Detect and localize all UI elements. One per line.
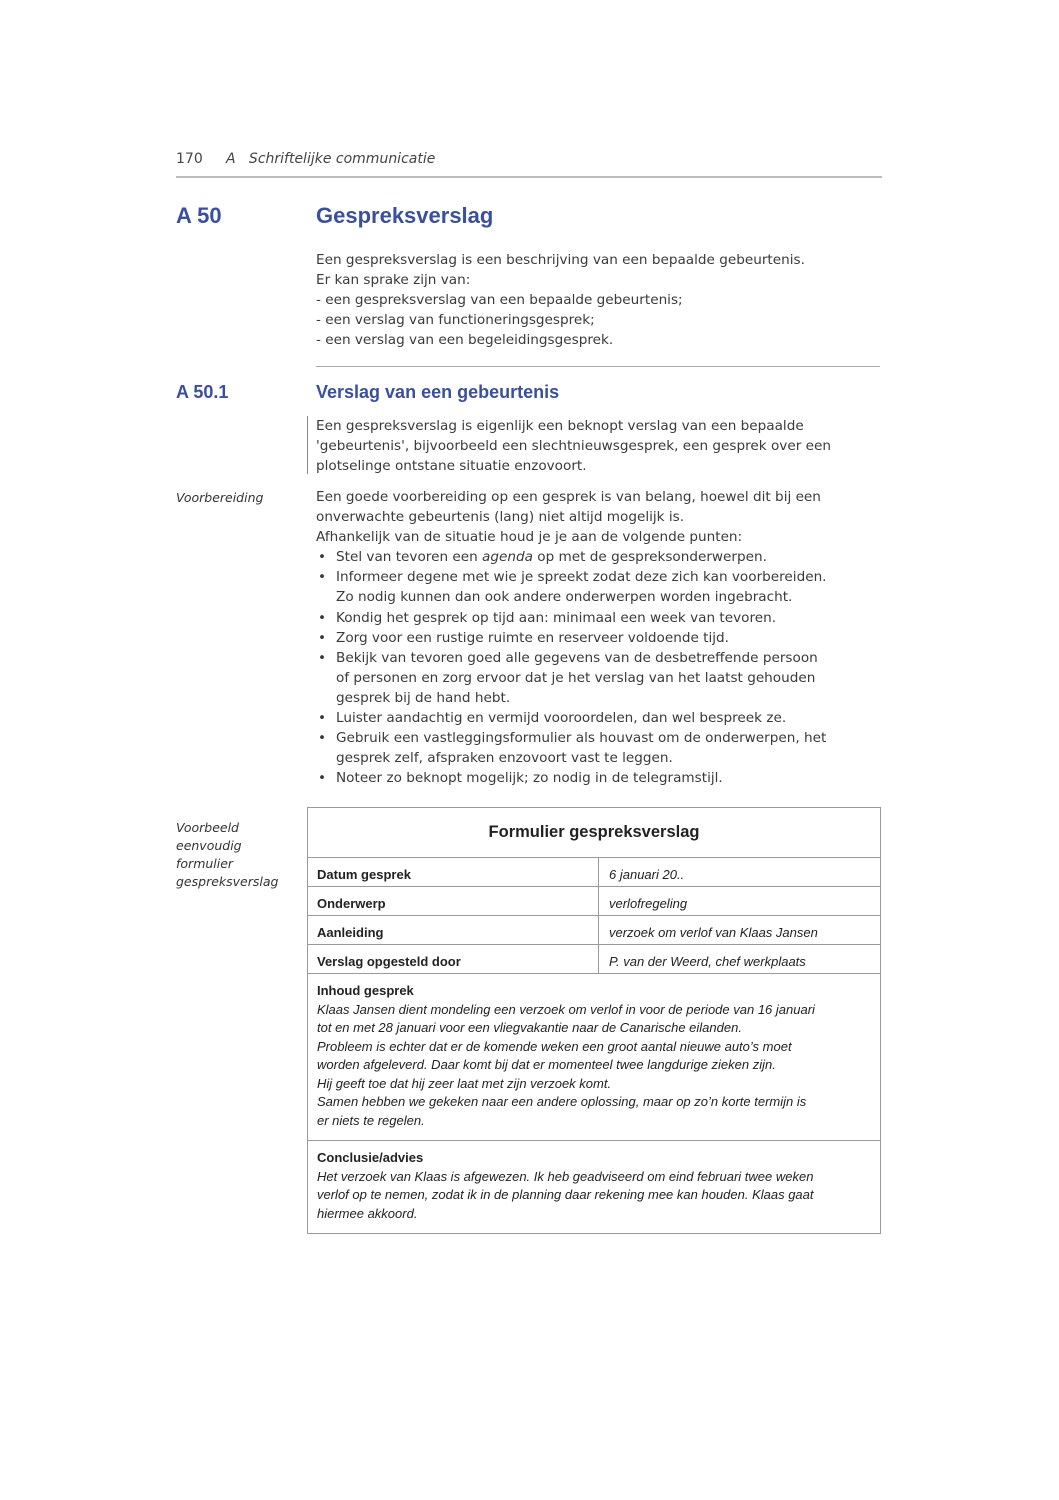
chapter-title: A Schriftelijke communicatie	[226, 151, 436, 167]
bullet-line: • Gebruik een vastleggingsformulier als houvast om de onderwerpen, het	[336, 730, 827, 747]
inhoud-line: tot en met 28 januari voor een vliegvakantie naar de Canarische eilanden.	[317, 1020, 742, 1035]
bullet-line: • Kondig het gesprek op tijd aan: minimaal een week van tevoren.	[336, 609, 777, 626]
form-row-value: P. van der Weerd, chef werkplaats	[609, 954, 806, 969]
bullet-line: • Noteer zo beknopt mogelijk; zo nodig in de telegramstijl.	[336, 770, 723, 787]
sub-intro-line: 'gebeurtenis', bijvoorbeeld een slechtnieuwsgesprek, een gesprek over een	[316, 438, 831, 455]
bullet-item	[316, 648, 886, 708]
intro-line: - een gespreksverslag van een bepaalde gebeurtenis;	[316, 292, 683, 309]
voorbereiding-line: onverwachte gebeurtenis (lang) niet altijd mogelijk is.	[316, 509, 685, 526]
intro-line: Een gespreksverslag is een beschrijving van een bepaalde gebeurtenis.	[316, 252, 805, 268]
subsection-title: Verslag van een gebeurtenis	[316, 382, 560, 402]
form-conclusie-block	[308, 1141, 880, 1233]
conclusie-heading: Conclusie/advies	[317, 1150, 424, 1165]
inhoud-line: worden afgeleverd. Daar komt bij dat er momenteel twee langdurige zieken zijn.	[317, 1057, 776, 1072]
form-row-value: verzoek om verlof van Klaas Jansen	[609, 925, 818, 940]
form-row-value: verlofregeling	[609, 896, 688, 911]
bullet-line: Zo nodig kunnen dan ook andere onderwerpen worden ingebracht.	[336, 589, 793, 606]
margin-label-example	[176, 819, 278, 891]
sub-intro-line: Een gespreksverslag is eigenlijk een beknopt verslag van een bepaalde	[316, 418, 804, 434]
inhoud-line: Probleem is echter dat er de komende weken een groot aantal nieuwe auto’s moet	[317, 1038, 792, 1054]
voorbereiding-text	[316, 487, 886, 788]
bullet-item	[316, 728, 886, 768]
form-row-label: Onderwerp	[308, 887, 599, 915]
form-row	[308, 858, 880, 887]
form-row-value: 6 januari 20..	[609, 867, 685, 882]
bullet-item	[316, 608, 886, 628]
running-head	[176, 151, 435, 167]
header-rule	[176, 176, 882, 178]
bullet-item	[316, 547, 886, 567]
bullet-line: gesprek bij de hand hebt.	[336, 689, 511, 706]
form-row-label: Verslag opgesteld door	[308, 945, 599, 973]
conclusie-line: hiermee akkoord.	[317, 1205, 418, 1221]
bullet-line: • Bekijk van tevoren goed alle gegevens van de desbetreffende persoon	[336, 649, 818, 666]
subsection-number: A 50.1	[176, 382, 229, 402]
bullet-item	[316, 768, 886, 788]
sub-intro-line: plotselinge ontstane situatie enzovoort.	[316, 458, 587, 475]
form-row	[308, 945, 880, 974]
form-gespreksverslag	[307, 807, 881, 1234]
bullet-text: op met de gespreksonderwerpen.	[532, 549, 767, 566]
voorbereiding-line: Een goede voorbereiding op een gesprek is van belang, hoewel dit bij een	[316, 489, 821, 505]
intro-line: Er kan sprake zijn van:	[316, 272, 471, 289]
section-title: Gespreksverslag	[316, 203, 494, 228]
bullet-emphasis: agenda	[482, 549, 533, 566]
bullet-item	[316, 567, 886, 607]
bullet-line: • Zorg voor een rustige ruimte en reserveer voldoende tijd.	[336, 629, 730, 646]
form-row	[308, 916, 880, 945]
inhoud-line: Klaas Jansen dient mondeling een verzoek om verlof in voor de periode van 16 januari	[317, 1001, 815, 1017]
inhoud-line: Samen hebben we gekeken naar een andere oplossing, maar op zo’n korte termijn is	[317, 1094, 807, 1109]
form-inhoud-block	[308, 974, 880, 1141]
bullet-line: • Informeer degene met wie je spreekt zodat deze zich kan voorbereiden.	[336, 569, 827, 586]
example-label-line: Voorbeeld	[176, 820, 239, 835]
inhoud-heading: Inhoud gesprek	[317, 983, 414, 998]
margin-label-voorbereiding: Voorbereiding	[176, 490, 264, 505]
intro-line: - een verslag van functioneringsgesprek;	[316, 312, 595, 329]
subsection-intro	[316, 416, 886, 476]
inhoud-line: er niets te regelen.	[317, 1112, 425, 1128]
inhoud-line: Hij geeft toe dat hij zeer laat met zijn verzoek komt.	[317, 1075, 612, 1091]
example-label-line: formulier	[176, 856, 234, 871]
intro-line: - een verslag van een begeleidingsgesprek.	[316, 332, 614, 349]
voorbereiding-line: Afhankelijk van de situatie houd je je aan de volgende punten:	[316, 529, 743, 546]
bullet-line: gesprek zelf, afspraken enzovoort vast te leggen.	[336, 750, 673, 767]
form-row-label: Datum gesprek	[308, 858, 599, 886]
bullet-text: Stel van tevoren een	[336, 549, 483, 566]
section-number: A 50	[176, 203, 222, 228]
form-title: Formulier gespreksverslag	[308, 808, 880, 858]
voorbereiding-bullets	[316, 547, 886, 788]
form-row	[308, 887, 880, 916]
bullet-item	[316, 708, 886, 728]
conclusie-line: Het verzoek van Klaas is afgewezen. Ik heb geadviseerd om eind februari twee weken	[317, 1168, 814, 1184]
bullet-line: • Luister aandachtig en vermijd vooroordelen, dan wel bespreek ze.	[336, 710, 787, 727]
form-row-label: Aanleiding	[308, 916, 599, 944]
bullet-line: of personen en zorg ervoor dat je het verslag van het laatst gehouden	[336, 669, 816, 686]
intro-text	[316, 250, 886, 350]
example-label-line: gespreksverslag	[176, 874, 279, 889]
change-bar	[307, 416, 308, 474]
section-divider	[316, 366, 880, 367]
bullet-item	[316, 628, 886, 648]
example-label-line: eenvoudig	[176, 838, 242, 853]
conclusie-line: verlof op te nemen, zodat ik in de planning daar rekening mee kan houden. Klaas gaat	[317, 1187, 814, 1202]
page-number: 170	[176, 151, 203, 167]
